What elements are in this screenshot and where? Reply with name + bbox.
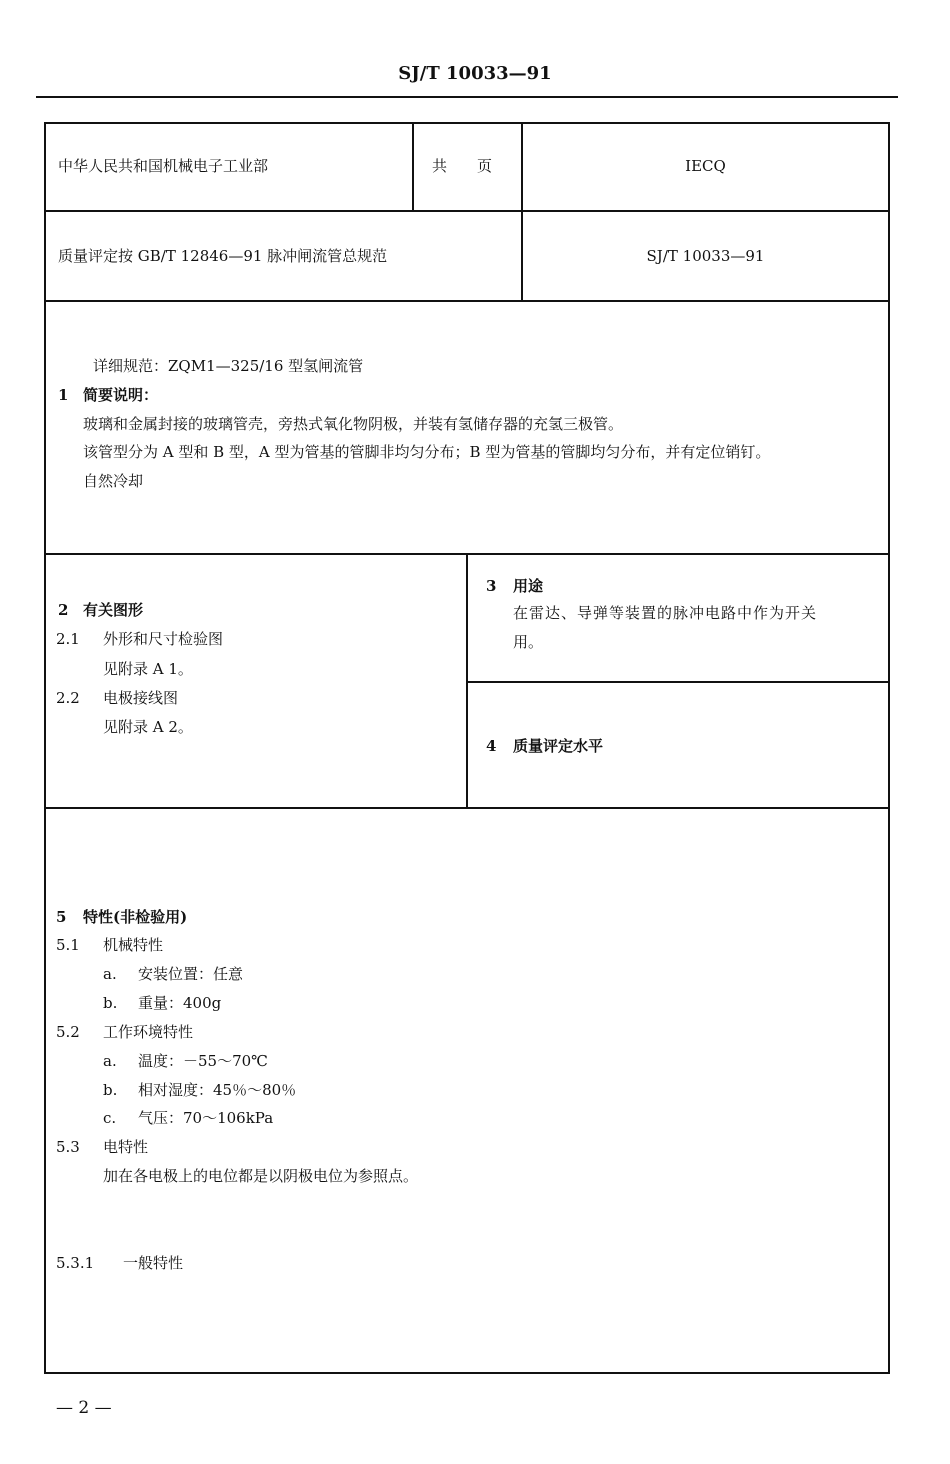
section-number: 1 — [58, 386, 69, 404]
subsection-number: 5.3 — [56, 1138, 80, 1156]
section-number: 4 — [486, 737, 497, 755]
column-divider — [412, 122, 414, 212]
subsection-number: 2.2 — [56, 689, 80, 707]
page-count-label: 共 页 — [432, 157, 493, 175]
subsection-title: 一般特性 — [123, 1254, 184, 1272]
row-divider — [44, 300, 890, 302]
list-letter: c. — [103, 1109, 117, 1127]
list-letter: b. — [103, 994, 118, 1012]
subsection-title: 外形和尺寸检验图 — [103, 630, 224, 648]
subsection-title: 电极接线图 — [103, 689, 179, 707]
section-heading: 特性(非检验用) — [83, 908, 188, 926]
section-heading: 用途 — [513, 577, 544, 595]
column-divider — [521, 122, 523, 302]
subsection-title: 工作环境特性 — [103, 1023, 194, 1041]
appendix-reference: 见附录 A 2。 — [103, 718, 193, 736]
list-item: 温度：－55～70℃ — [138, 1052, 268, 1070]
usage-text: 在雷达、导弹等装置的脉冲电路中作为开关 — [513, 604, 818, 622]
ministry-name: 中华人民共和国机械电子工业部 — [58, 157, 269, 175]
page-number: — 2 — — [56, 1398, 112, 1418]
description-line: 该管型分为 A 型和 B 型，A 型为管基的管脚非均匀分布；B 型为管基的管脚均匀分布，并有定位销钉。 — [83, 443, 771, 461]
document-number: SJ/T 10033—91 — [646, 247, 765, 265]
running-header: SJ/T 10033—91 — [398, 63, 552, 84]
electrical-note: 加在各电极上的电位都是以阴极电位为参照点。 — [103, 1167, 419, 1185]
section-number: 5 — [56, 908, 67, 926]
iecq-label: IECQ — [685, 157, 726, 175]
column-divider — [466, 553, 468, 809]
list-letter: a. — [103, 965, 117, 983]
list-letter: a. — [103, 1052, 117, 1070]
list-item: 重量：400g — [138, 994, 222, 1012]
list-letter: b. — [103, 1081, 118, 1099]
subsection-number: 5.1 — [56, 936, 80, 954]
subsection-title: 电特性 — [103, 1138, 149, 1156]
description-line: 玻璃和金属封接的玻璃管壳，旁热式氧化物阴极，并装有氢储存器的充氢三极管。 — [83, 415, 624, 433]
subsection-number: 5.2 — [56, 1023, 80, 1041]
appendix-reference: 见附录 A 1。 — [103, 660, 193, 678]
section-heading: 有关图形 — [83, 601, 144, 619]
list-item: 安装位置：任意 — [138, 965, 244, 983]
section-number: 3 — [486, 577, 497, 595]
usage-text: 用。 — [513, 633, 544, 651]
list-item: 相对湿度：45％～80％ — [138, 1081, 297, 1099]
header-rule — [36, 96, 898, 98]
section-heading: 质量评定水平 — [513, 737, 604, 755]
description-line: 自然冷却 — [83, 472, 144, 490]
assessment-basis: 质量评定按 GB/T 12846—91 脉冲闸流管总规范 — [58, 247, 388, 265]
list-item: 气压：70～106kPa — [138, 1109, 274, 1127]
section-number: 2 — [58, 601, 69, 619]
subsection-number: 5.3.1 — [56, 1254, 95, 1272]
detail-spec-title: 详细规范：ZQM1—325/16 型氢闸流管 — [93, 357, 364, 375]
subsection-number: 2.1 — [56, 630, 80, 648]
section-heading: 简要说明： — [83, 386, 159, 404]
subsection-title: 机械特性 — [103, 936, 164, 954]
row-divider — [44, 210, 890, 212]
row-divider — [466, 681, 890, 683]
